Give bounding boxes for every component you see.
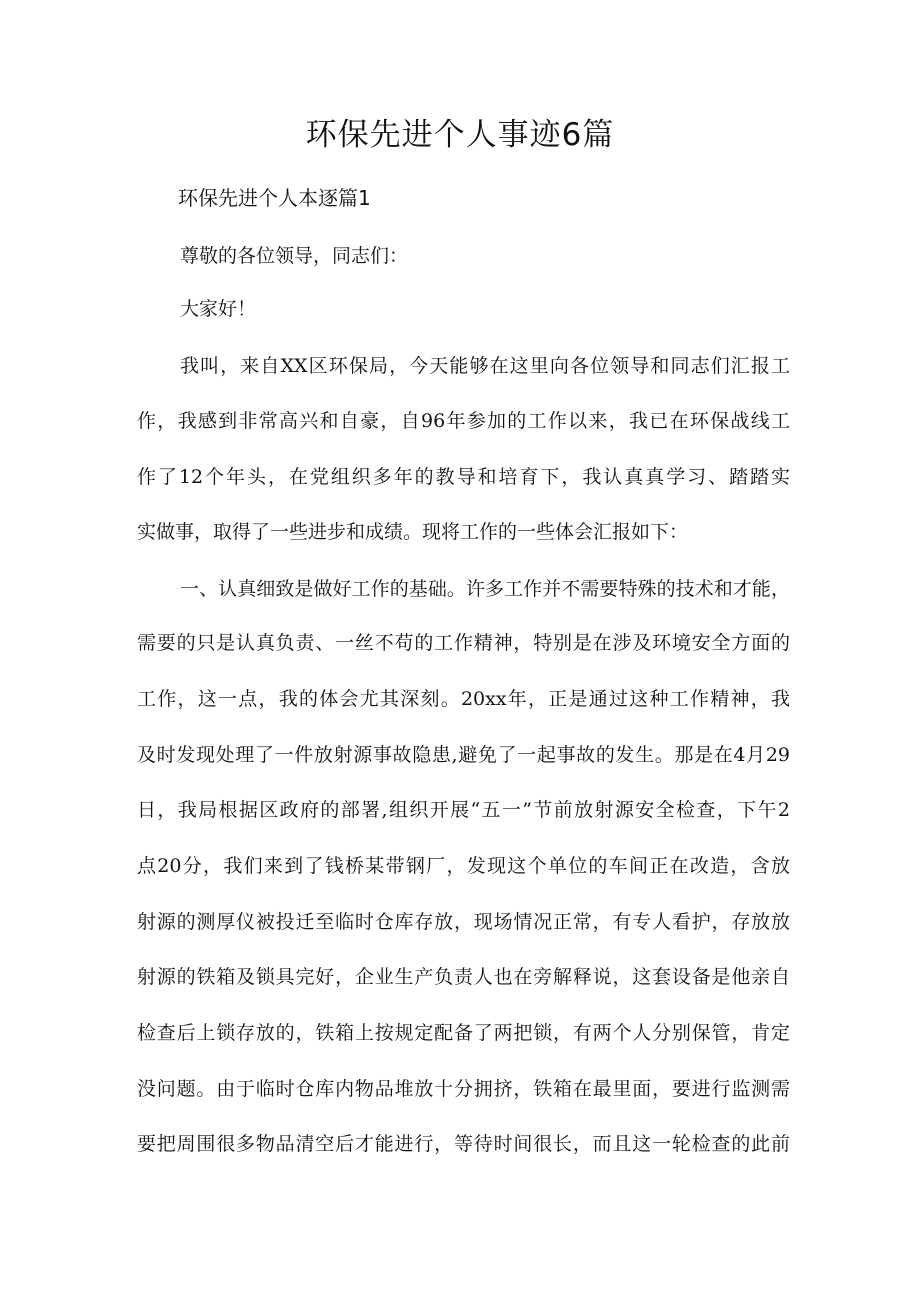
paragraph-2-line: 检查后上锁存放的，铁箱上按规定配备了两把锁，有两个人分别保管，肯定 (137, 1022, 790, 1044)
document-title: 环保先进个人事迹6篇 (305, 117, 615, 153)
section-heading: 环保先进个人本逐篇1 (178, 186, 371, 210)
greeting: 大家好！ (180, 298, 257, 320)
paragraph-1-line: 作了12个年头，在党组织多年的教导和培育下，我认真真学习、踏踏实 (137, 466, 790, 488)
paragraph-2-line: 一、认真细致是做好工作的基础。许多工作并不需要特殊的技术和才能， (180, 578, 790, 600)
paragraph-2-line: 射源的测厚仪被投迁至临时仓库存放，现场情况正常，有专人看护，存放放 (137, 911, 790, 933)
paragraph-1-line: 我叫，来自XX区环保局，今天能够在这里向各位领导和同志们汇报工 (180, 355, 790, 377)
paragraph-2-line: 工作，这一点，我的体会尤其深刻。20xx年，正是通过这种工作精神，我 (137, 688, 790, 710)
paragraph-2-line: 要把周围很多物品清空后才能进行，等待时间很长，而且这一轮检查的此前 (137, 1133, 790, 1155)
paragraph-2-line: 点20分，我们来到了钱桥某带钢厂，发现这个单位的车间正在改造，含放 (137, 855, 790, 877)
paragraph-2-line: 射源的铁箱及锁具完好，企业生产负责人也在旁解释说，这套设备是他亲自 (137, 966, 790, 988)
paragraph-1-line: 作，我感到非常高兴和自豪，自96年参加的工作以来，我已在环保战线工 (137, 410, 790, 432)
paragraph-2-line: 没问题。由于临时仓库内物品堆放十分拥挤，铁箱在最里面，要进行监测需 (137, 1078, 790, 1100)
paragraph-1-line: 实做事，取得了一些进步和成绩。现将工作的一些体会汇报如下： (137, 521, 689, 543)
salutation: 尊敬的各位领导，同志们： (180, 245, 409, 267)
paragraph-2-line: 日，我局根据区政府的部署,组织开展“五一”节前放射源安全检查，下午2 (137, 799, 790, 821)
paragraph-2-line: 及时发现处理了一件放射源事故隐患,避免了一起事故的发生。那是在4月29 (137, 744, 790, 766)
paragraph-2-line: 需要的只是认真负责、一丝不苟的工作精神，特别是在涉及环境安全方面的 (137, 632, 790, 654)
